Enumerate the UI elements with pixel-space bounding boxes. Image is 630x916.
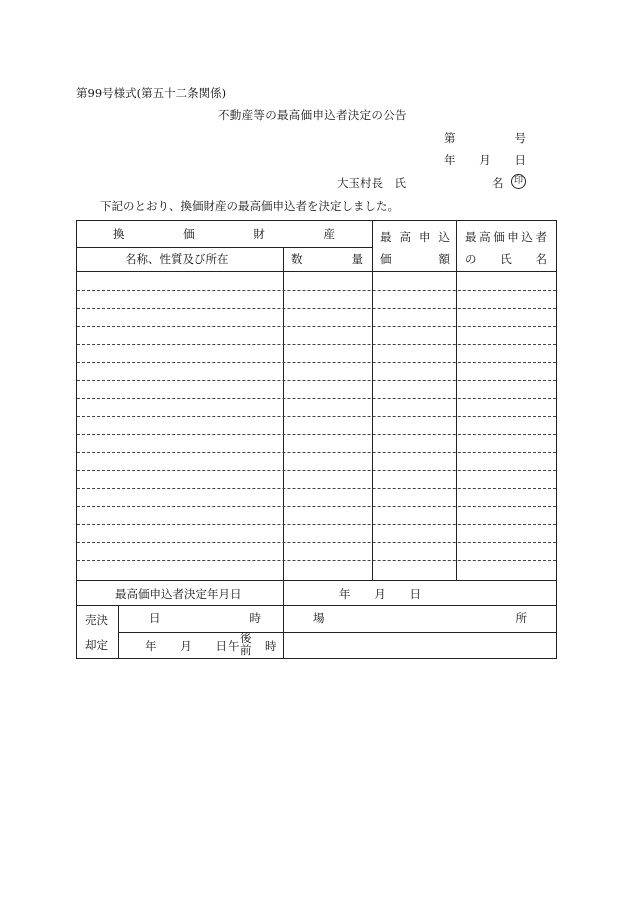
bidder-header-char: 価 bbox=[493, 230, 505, 244]
sale-label-bottom: 却定 bbox=[85, 638, 108, 652]
asset-header bbox=[113, 227, 335, 241]
column-bidder-bottom bbox=[465, 252, 547, 266]
asset-header-char: 換 bbox=[113, 227, 125, 241]
document-title: 不動産等の最高価申込者決定の公告 bbox=[218, 108, 407, 122]
bidder-header-char: 申 bbox=[507, 230, 519, 244]
date-year: 年 bbox=[444, 153, 456, 167]
header-bottom-line bbox=[77, 271, 556, 272]
doc-number-line bbox=[444, 131, 526, 145]
column-highest-price-bottom bbox=[380, 252, 450, 266]
column-name-location: 名称、性質及び所在 bbox=[125, 252, 229, 266]
row-divider bbox=[77, 470, 556, 471]
price-header-char: 額 bbox=[438, 252, 450, 266]
issue-date-line bbox=[444, 153, 526, 167]
column-quantity-char: 量 bbox=[351, 252, 363, 266]
issuer-name-label: 名 bbox=[492, 176, 504, 190]
place-label bbox=[313, 611, 527, 625]
bidder-header-char: 氏 bbox=[500, 252, 512, 266]
asset-header-char: 財 bbox=[253, 227, 265, 241]
row-divider bbox=[77, 560, 556, 561]
row-divider bbox=[77, 488, 556, 489]
datetime-label-char: 日 bbox=[149, 611, 161, 625]
ampm-pm: 後 bbox=[240, 631, 252, 645]
ampm-am: 前 bbox=[240, 643, 252, 657]
col-divider-price-bidder bbox=[456, 221, 457, 580]
sale-row-divider bbox=[118, 632, 556, 633]
date-day: 日 bbox=[514, 153, 526, 167]
row-divider bbox=[77, 308, 556, 309]
decision-date-value bbox=[339, 587, 421, 601]
asset-header-char: 産 bbox=[323, 227, 335, 241]
sale-day: 日 bbox=[215, 639, 227, 653]
body-bottom-line bbox=[77, 580, 556, 581]
sale-hour: 時 bbox=[265, 639, 277, 653]
col-divider-name-qty bbox=[283, 247, 284, 580]
form-number: 第99号様式(第五十二条関係) bbox=[76, 86, 227, 100]
decision-day: 日 bbox=[409, 587, 421, 601]
doc-number-prefix: 第 bbox=[444, 131, 456, 145]
datetime-label bbox=[149, 611, 261, 625]
row-divider bbox=[77, 524, 556, 525]
row-divider bbox=[77, 416, 556, 417]
date-month: 月 bbox=[479, 153, 491, 167]
ampm-options bbox=[240, 632, 254, 656]
sale-label-top: 売決 bbox=[85, 613, 108, 627]
price-header-char: 高 bbox=[399, 230, 411, 244]
bidder-header-char: 名 bbox=[535, 252, 547, 266]
decision-year: 年 bbox=[339, 587, 351, 601]
row-divider bbox=[77, 542, 556, 543]
sale-year: 年 bbox=[145, 639, 157, 653]
column-bidder-top bbox=[465, 230, 547, 244]
seal-mark: 印 bbox=[511, 174, 526, 189]
row-divider bbox=[77, 290, 556, 291]
bidder-header-char: 高 bbox=[479, 230, 491, 244]
price-header-char: 込 bbox=[438, 230, 450, 244]
price-header-char: 申 bbox=[419, 230, 431, 244]
intro-text: 下記のとおり、換価財産の最高価申込者を決定しました。 bbox=[100, 199, 399, 213]
datetime-value bbox=[145, 639, 227, 653]
bidder-header-char: 者 bbox=[535, 230, 547, 244]
issuer-title: 大玉村長 氏 bbox=[337, 176, 406, 190]
place-label-char: 所 bbox=[515, 611, 527, 625]
price-header-char: 価 bbox=[380, 252, 392, 266]
row-divider bbox=[77, 506, 556, 507]
decision-date-label: 最高価申込者決定年月日 bbox=[115, 587, 242, 601]
row-divider bbox=[77, 398, 556, 399]
auction-table bbox=[76, 220, 557, 659]
row-divider bbox=[77, 452, 556, 453]
col-divider-qty-price bbox=[372, 221, 373, 580]
decision-date-bottom-line bbox=[77, 605, 556, 606]
doc-number-suffix: 号 bbox=[514, 131, 526, 145]
header-subdivider bbox=[77, 247, 372, 248]
row-divider bbox=[77, 326, 556, 327]
row-divider bbox=[77, 362, 556, 363]
column-quantity-char: 数 bbox=[291, 252, 303, 266]
row-divider bbox=[77, 434, 556, 435]
sale-month: 月 bbox=[180, 639, 192, 653]
col-divider-footer bbox=[283, 580, 284, 659]
asset-header-char: 価 bbox=[183, 227, 195, 241]
bidder-header-char: 込 bbox=[521, 230, 533, 244]
column-highest-price-top bbox=[380, 230, 450, 244]
bidder-header-char: 最 bbox=[465, 230, 477, 244]
datetime-label-char: 時 bbox=[249, 611, 261, 625]
row-divider bbox=[77, 344, 556, 345]
row-divider bbox=[77, 380, 556, 381]
price-header-char: 最 bbox=[380, 230, 392, 244]
column-quantity bbox=[291, 252, 363, 266]
place-label-char: 場 bbox=[313, 611, 325, 625]
ampm-prefix: 午 bbox=[228, 639, 240, 653]
bidder-header-char: の bbox=[465, 252, 477, 266]
decision-month: 月 bbox=[374, 587, 386, 601]
